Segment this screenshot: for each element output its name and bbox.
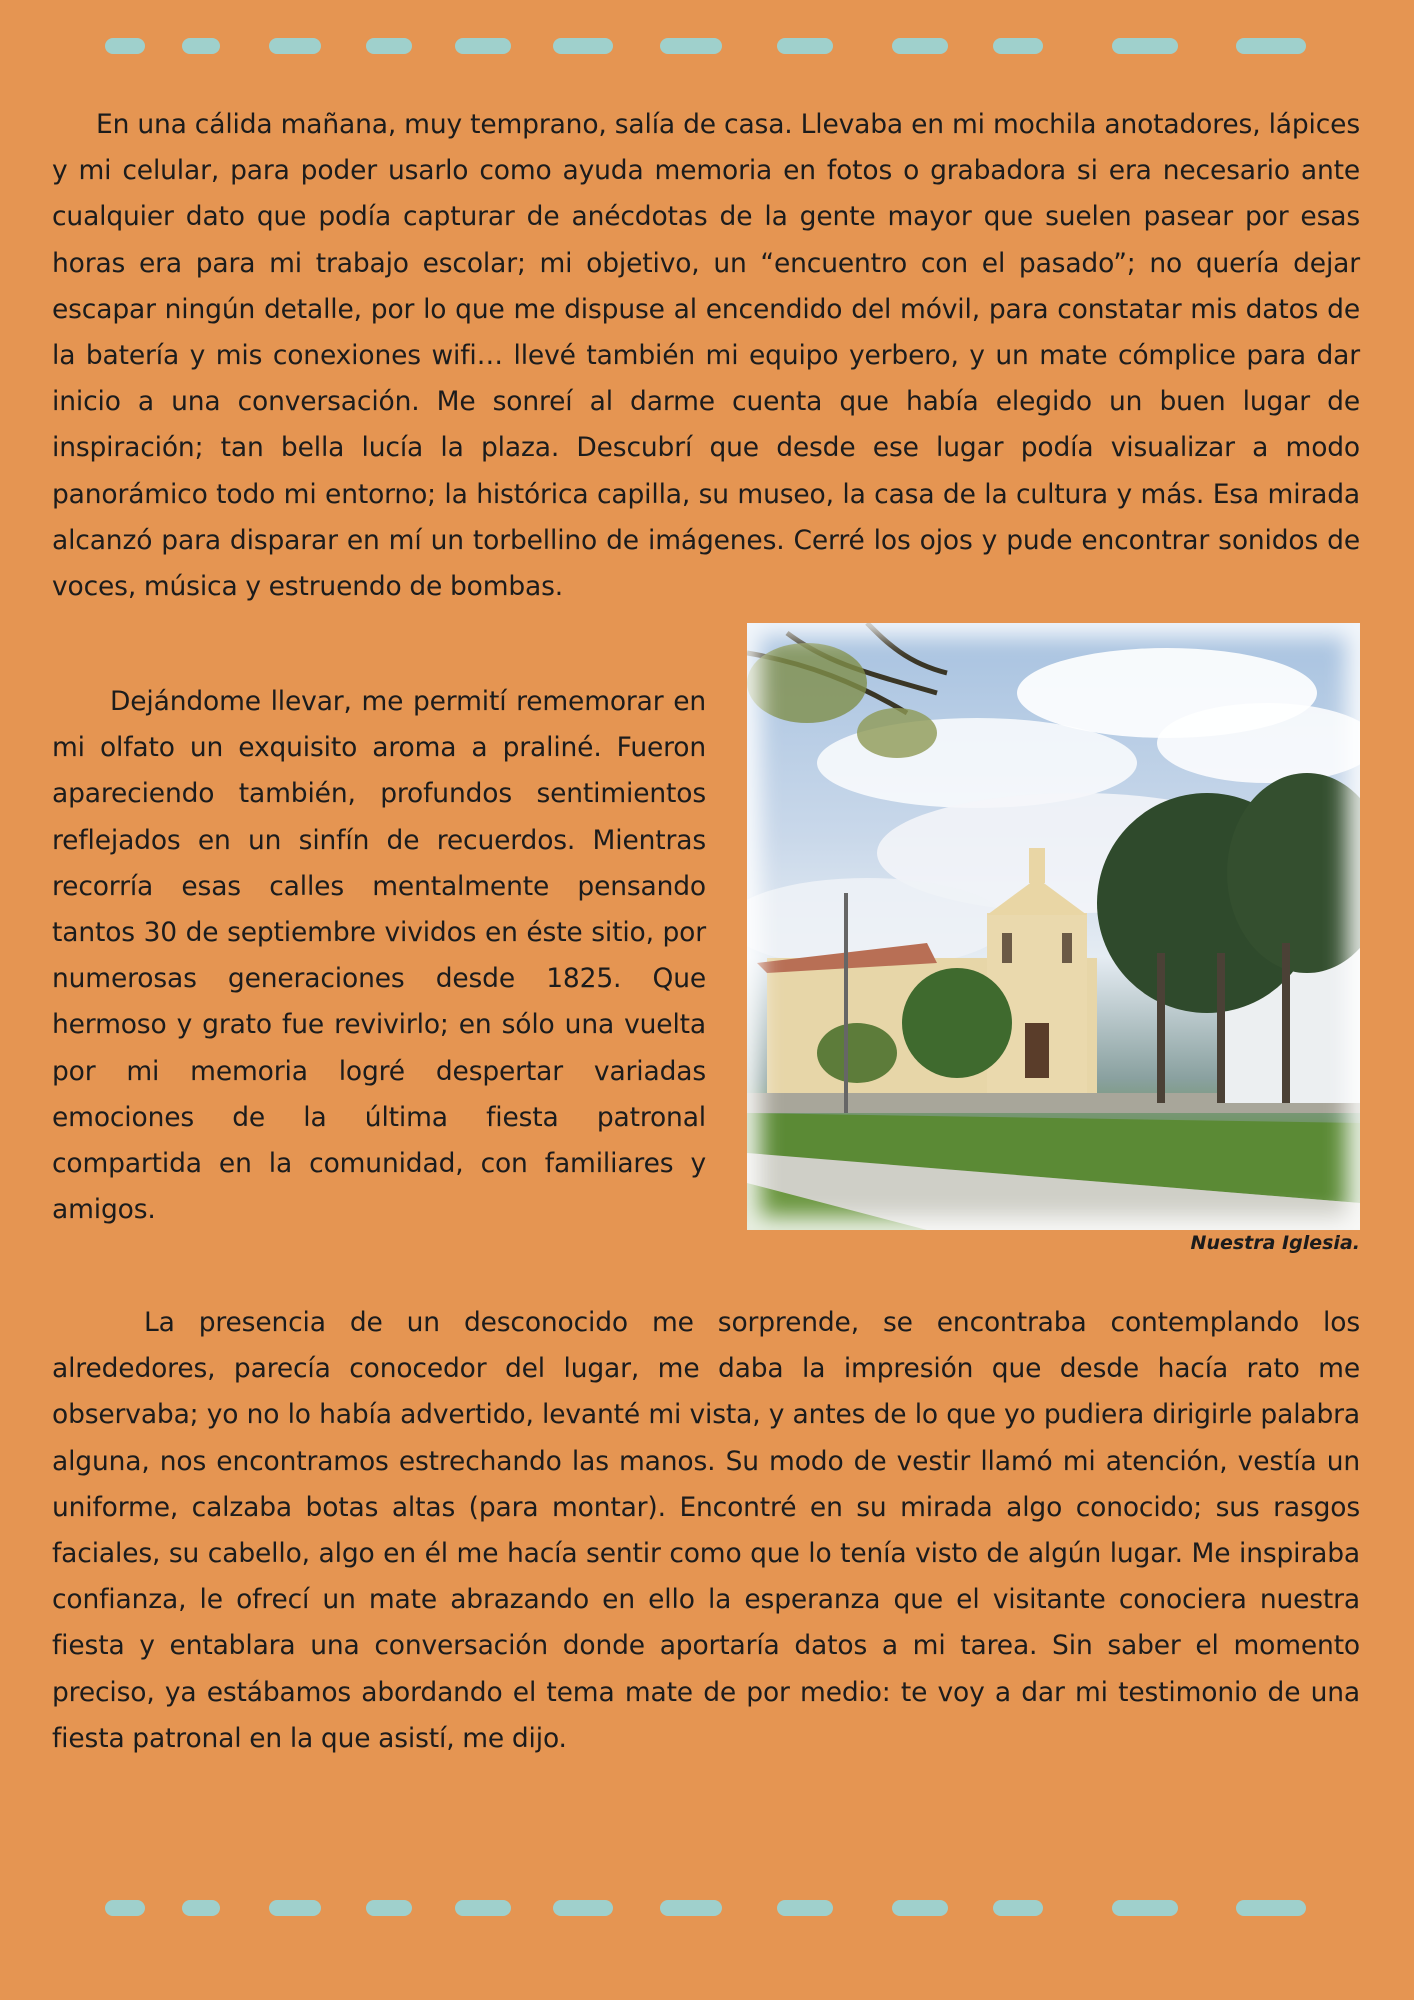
lamppost xyxy=(844,893,848,1113)
dash xyxy=(993,1900,1043,1916)
dash xyxy=(1236,1900,1306,1916)
tree xyxy=(817,1023,897,1083)
dash xyxy=(366,1900,412,1916)
dash xyxy=(269,1900,321,1916)
palm-trunk xyxy=(1282,943,1290,1103)
dash xyxy=(269,38,321,54)
dash xyxy=(777,1900,833,1916)
top-dashed-border xyxy=(0,38,1414,68)
church-photo xyxy=(747,623,1360,1230)
church-window xyxy=(1002,933,1012,963)
dash xyxy=(1112,38,1178,54)
paragraph-stranger: La presencia de un desconocido me sorprende, se encontraba contemplando los alrededores, parecía conocedor del lugar, me daba la impresión que desde hacía rato me observaba; yo no lo había advertido, levanté mi vista, y antes de lo que yo pudiera dirigirle palabra alguna, nos encontramos estrechando las manos. Su modo de vestir llamó mi atención, vestía un uniforme, calzaba botas altas (para montar). Encontré en su mirada algo conocido; sus rasgos faciales, su cabello, algo en él me hacía sentir como que lo tenía visto de algún lugar. Me inspiraba confianza, le ofrecí un mate abrazando en ello la esperanza que el visitante conociera nuestra fiesta y entablara una conversación donde aportaría datos a mi tarea. Sin saber el momento preciso, ya estábamos abordando el tema mate de por medio: te voy a dar mi testimonio de una fiesta patronal en la que asistí, me dijo. xyxy=(52,1307,1360,1754)
church-door xyxy=(1025,1023,1049,1078)
church-bell xyxy=(1029,848,1045,883)
dash xyxy=(105,38,145,54)
foliage xyxy=(857,708,937,758)
dash xyxy=(892,1900,948,1916)
dash xyxy=(777,38,833,54)
dash xyxy=(182,1900,220,1916)
photo-caption: Nuestra Iglesia. xyxy=(1190,1232,1360,1254)
paragraph-intro: En una cálida mañana, muy temprano, salía de casa. Llevaba en mi mochila anotadores, lápices y mi celular, para poder usarlo como ayuda memoria en fotos o grabadora si era necesario ante cualquier dato que podía capturar de anécdotas de la gente mayor que suelen pasear por esas horas era para mi trabajo escolar; mi objetivo, un “encuentro con el pasado”; no quería dejar escapar ningún detalle, por lo que me dispuse al encendido del móvil, para constatar mis datos de la batería y mis conexiones wifi… llevé también mi equipo yerbero, y un mate cómplice para dar inicio a una conversación. Me sonreí al darme cuenta que había elegido un buen lugar de inspiración; tan bella lucía la plaza. Descubrí que desde ese lugar podía visualizar a modo panorámico todo mi entorno; la histórica capilla, su museo, la casa de la cultura y más. Esa mirada alcanzó para disparar en mí un torbellino de imágenes. Cerré los ojos y pude encontrar sonidos de voces, música y estruendo de bombas. xyxy=(52,109,1360,603)
bottom-dashed-border xyxy=(0,1900,1414,1930)
dash xyxy=(553,1900,613,1916)
church-illustration xyxy=(747,623,1360,1230)
dash xyxy=(366,38,412,54)
dash xyxy=(105,1900,145,1916)
dash xyxy=(182,38,220,54)
dash xyxy=(892,38,948,54)
foliage xyxy=(747,643,867,723)
palm-trunk xyxy=(1217,953,1225,1103)
tree xyxy=(902,968,1012,1078)
dash xyxy=(660,1900,722,1916)
dash xyxy=(660,38,722,54)
dash xyxy=(455,38,511,54)
paragraph-memories: Dejándome llevar, me permití rememorar en mi olfato un exquisito aroma a praliné. Fueron apareciendo también, profundos sentimientos reflejados en un sinfín de recuerdos. Mientras recorría esas calles mentalmente pensando tantos 30 de septiembre vividos en éste sitio, por numerosas generaciones desde 1825. Que hermoso y grato fue revivirlo; en sólo una vuelta por mi memoria logré despertar variadas emociones de la última fiesta patronal compartida en la comunidad, con familiares y amigos. xyxy=(52,686,706,1226)
dash xyxy=(1112,1900,1178,1916)
palm-trunk xyxy=(1157,953,1165,1103)
dash xyxy=(993,38,1043,54)
dash xyxy=(455,1900,511,1916)
dash xyxy=(1236,38,1306,54)
dash xyxy=(553,38,613,54)
church-window xyxy=(1062,933,1072,963)
